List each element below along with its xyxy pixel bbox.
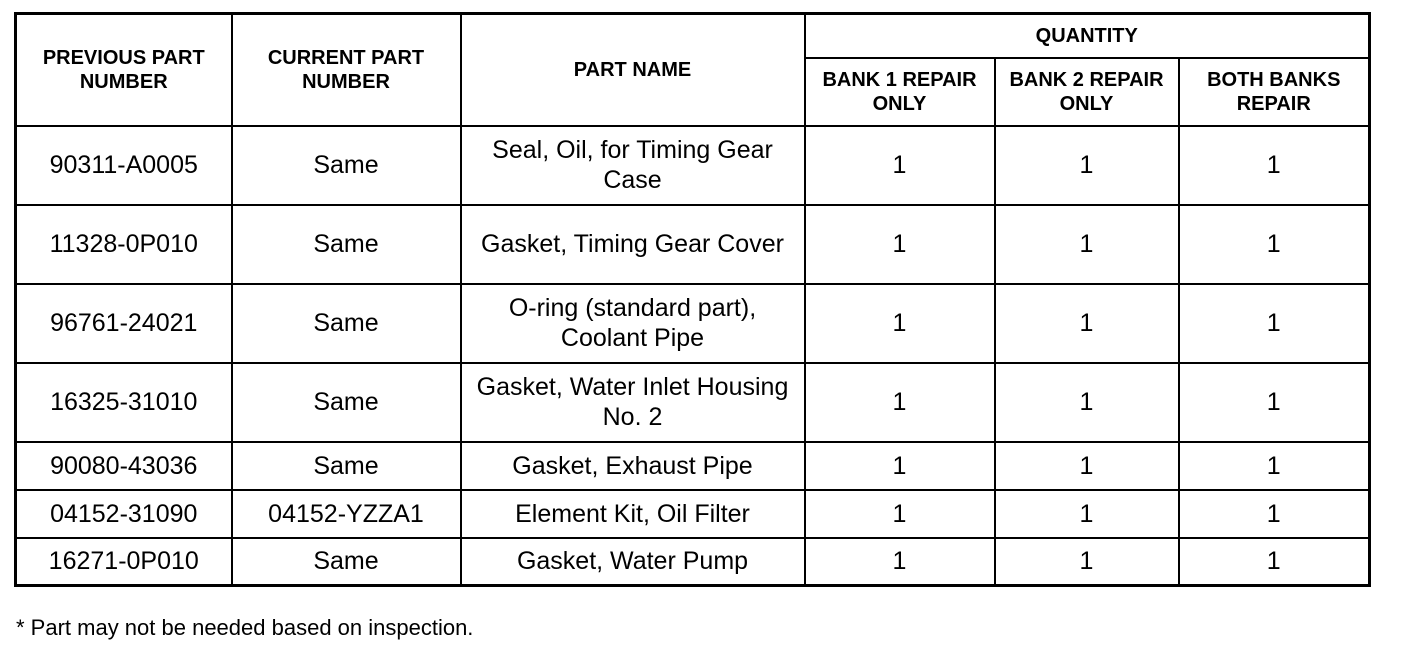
cell-qty-both: 1 [1179, 126, 1370, 205]
header-bank2-repair-only: BANK 2 REPAIR ONLY [995, 58, 1179, 126]
cell-current-part-number: Same [232, 205, 461, 284]
cell-qty-both: 1 [1179, 442, 1370, 490]
header-current-part-number: CURRENT PART NUMBER [232, 14, 461, 126]
header-part-name: PART NAME [461, 14, 805, 126]
cell-qty-bank2: 1 [995, 205, 1179, 284]
cell-previous-part-number: 16271-0P010 [16, 538, 232, 586]
cell-qty-bank2: 1 [995, 538, 1179, 586]
table-row [16, 126, 1370, 205]
cell-qty-bank1: 1 [805, 284, 995, 363]
cell-qty-both: 1 [1179, 284, 1370, 363]
cell-previous-part-number: 96761-24021 [16, 284, 232, 363]
cell-qty-bank2: 1 [995, 490, 1179, 538]
cell-current-part-number: Same [232, 126, 461, 205]
footnote: * Part may not be needed based on inspection. [16, 615, 474, 640]
cell-qty-bank1: 1 [805, 442, 995, 490]
table-row [16, 490, 1370, 538]
cell-part-name: Seal, Oil, for Timing Gear Case [461, 126, 805, 205]
cell-part-name: Gasket, Timing Gear Cover [461, 205, 805, 284]
table-row [16, 538, 1370, 586]
header-bank1-repair-only: BANK 1 REPAIR ONLY [805, 58, 995, 126]
cell-part-name: Element Kit, Oil Filter [461, 490, 805, 538]
cell-previous-part-number: 11328-0P010 [16, 205, 232, 284]
cell-qty-bank2: 1 [995, 442, 1179, 490]
cell-part-name: O-ring (standard part), Coolant Pipe [461, 284, 805, 363]
cell-current-part-number: Same [232, 442, 461, 490]
cell-qty-bank2: 1 [995, 126, 1179, 205]
cell-part-name: Gasket, Water Inlet Housing No. 2 [461, 363, 805, 442]
cell-qty-bank1: 1 [805, 363, 995, 442]
cell-previous-part-number: 90311-A0005 [16, 126, 232, 205]
table-row [16, 442, 1370, 490]
cell-current-part-number: Same [232, 363, 461, 442]
cell-previous-part-number: 04152-31090 [16, 490, 232, 538]
cell-previous-part-number: 90080-43036 [16, 442, 232, 490]
cell-current-part-number: 04152-YZZA1 [232, 490, 461, 538]
cell-qty-bank1: 1 [805, 490, 995, 538]
header-quantity: QUANTITY [805, 14, 1370, 58]
cell-previous-part-number: 16325-31010 [16, 363, 232, 442]
cell-qty-bank1: 1 [805, 205, 995, 284]
cell-part-name: Gasket, Exhaust Pipe [461, 442, 805, 490]
table-row [16, 284, 1370, 363]
header-previous-part-number: PREVIOUS PART NUMBER [16, 14, 232, 126]
cell-current-part-number: Same [232, 538, 461, 586]
cell-qty-bank2: 1 [995, 284, 1179, 363]
header-both-banks-repair: BOTH BANKS REPAIR [1179, 58, 1370, 126]
table-row [16, 205, 1370, 284]
cell-qty-both: 1 [1179, 363, 1370, 442]
cell-qty-bank2: 1 [995, 363, 1179, 442]
cell-current-part-number: Same [232, 284, 461, 363]
cell-part-name: Gasket, Water Pump [461, 538, 805, 586]
table-row [16, 363, 1370, 442]
cell-qty-both: 1 [1179, 538, 1370, 586]
header-row-1 [16, 14, 1370, 58]
cell-qty-both: 1 [1179, 490, 1370, 538]
cell-qty-bank1: 1 [805, 126, 995, 205]
parts-table [14, 12, 1371, 587]
cell-qty-both: 1 [1179, 205, 1370, 284]
cell-qty-bank1: 1 [805, 538, 995, 586]
